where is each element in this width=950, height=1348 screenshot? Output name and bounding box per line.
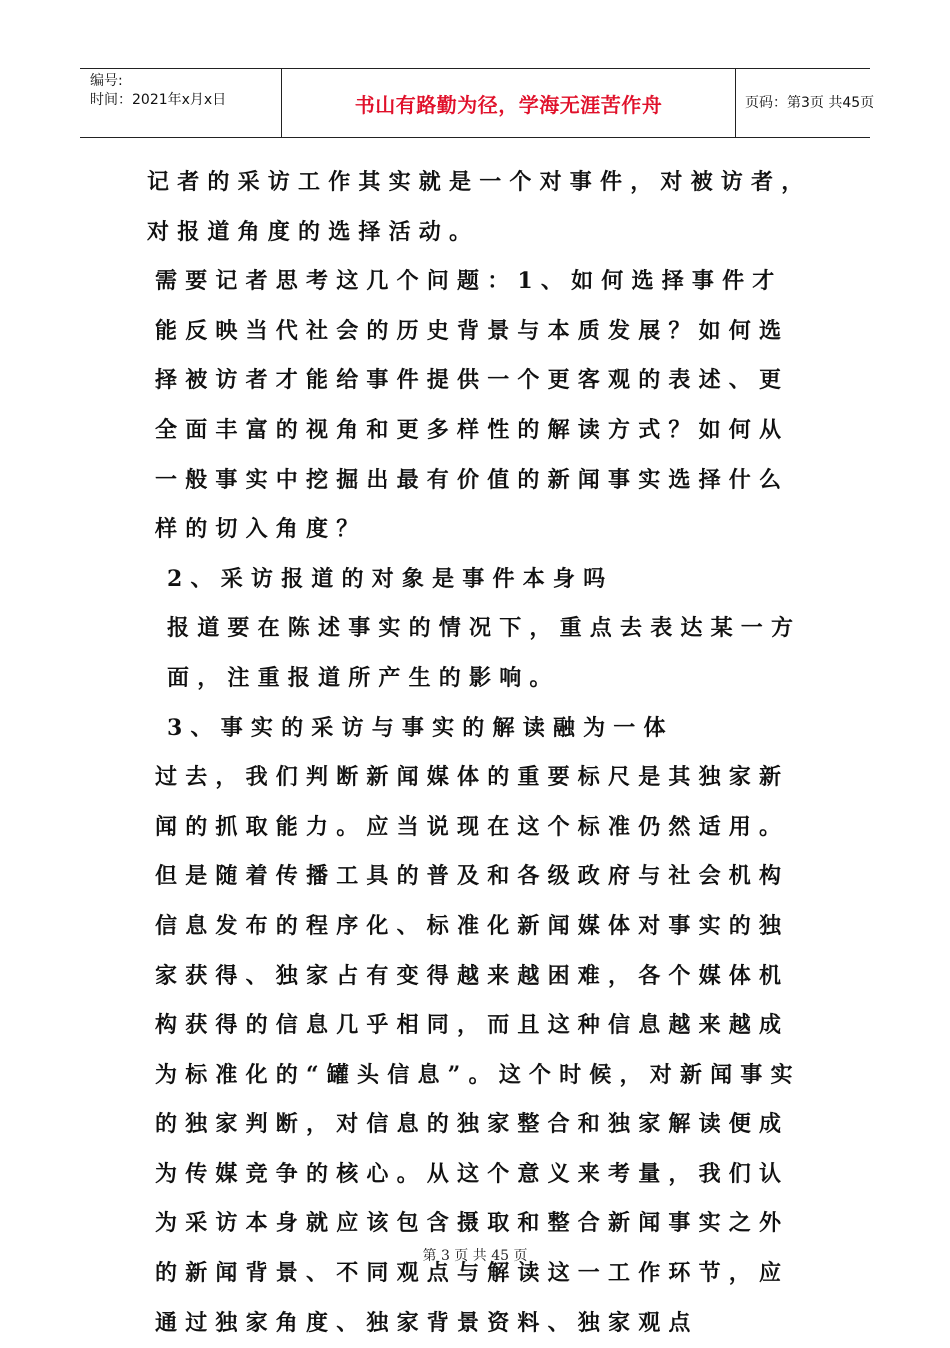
header-left-cell: [80, 69, 281, 137]
header-right-cell: [735, 69, 875, 137]
paragraph-4: 过去，我们判断新闻媒体的重要标尺是其独家新闻的抓取能力。应当说现在这个标准仍然适用。但是随着传播工具的普及和各级政府与社会机构信息发布的程序化、标准化新闻媒体对事实的独家获得、独家占有变得越来越困难，各个媒体机构获得的信息几乎相同，而且这种信息越来越成为标准化的“罐头信息”。这个时候，对新闻事实的独家判断，对信息的独家整合和独家解读便成为传媒竞争的核心。从这个意义来考量，我们认为采访本身就应该包含摄取和整合新闻事实之外的新闻背景、不同观点与解读这一工作环节，应通过独家角度、独家背景资料、独家观点: [155, 764, 801, 1336]
header-center-cell: [281, 69, 736, 137]
motto-text: 书山有路勤为径，学海无涯苦作舟: [354, 93, 663, 117]
header-table: [80, 68, 875, 138]
document-body: [147, 158, 812, 1348]
paragraph-2: 需要记者思考这几个问题：1、如何选择事件才能反映当代社会的历史背景与本质发展？如何选择被访者才能给事件提供一个更客观的表述、更全面丰富的视角和更多样性的解读方式？如何从一般事实中挖掘出最有价值的新闻事实选择什么样的切入角度？: [155, 268, 790, 543]
page-info: 页码：第3页 共45页: [745, 95, 875, 111]
heading-2: 2、采访报道的对象是事件本身吗: [167, 565, 614, 592]
number-label: 编号:: [90, 73, 123, 89]
time-label: 时间：2021年x月x日: [90, 92, 227, 108]
paragraph-3: 报道要在陈述事实的情况下，重点去表达某一方面，注重报道所产生的影响。: [167, 615, 802, 691]
heading-3: 3、事实的采访与事实的解读融为一体: [167, 714, 674, 741]
paragraph-1: 记者的采访工作其实就是一个对事件，对被访者，对报道角度的选择活动。: [147, 169, 812, 245]
page-footer: 第 3 页 共 45 页: [422, 1248, 528, 1264]
